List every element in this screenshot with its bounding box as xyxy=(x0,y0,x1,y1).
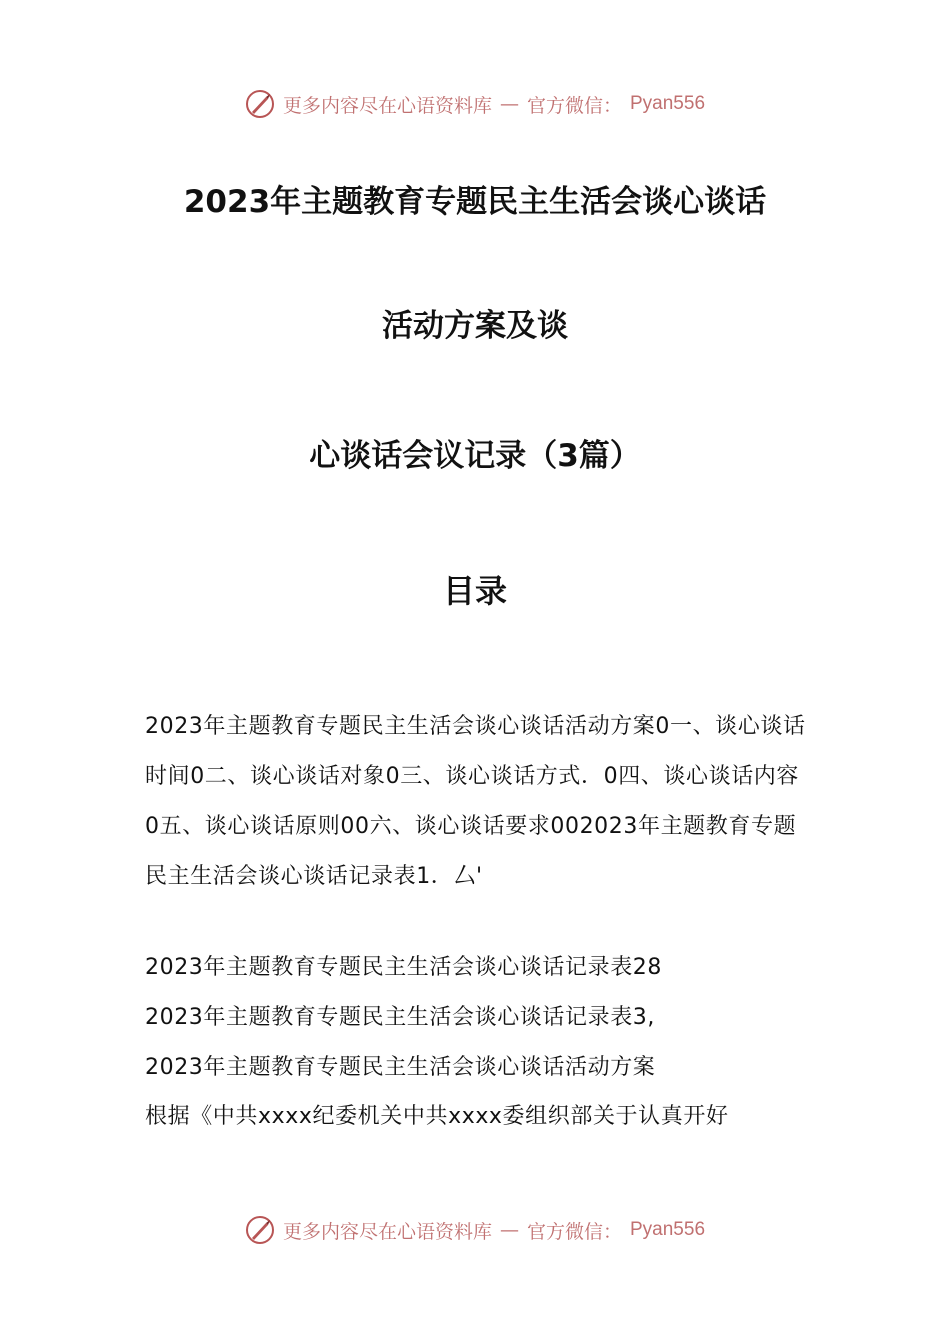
watermark-separator: — xyxy=(499,93,519,115)
header-watermark xyxy=(0,86,950,122)
document-title-line-3: 心谈话会议记录（3篇） xyxy=(309,438,641,474)
watermark-text: 更多内容尽在心语资料库 xyxy=(282,1220,492,1243)
toc-entry-record-3: 2023年主题教育专题民主生活会谈心谈话记录表3, xyxy=(145,1005,655,1030)
toc-entry-record-2: 2023年主题教育专题民主生活会谈心谈话记录表28 xyxy=(145,955,662,980)
document-title-line-2: 活动方案及谈 xyxy=(382,308,568,344)
body-text-start: 根据《中共xxxx纪委机关中共xxxx委组织部关于认真开好 xyxy=(145,1104,729,1129)
quill-pen-icon xyxy=(245,89,275,119)
section-heading-plan: 2023年主题教育专题民主生活会谈心谈话活动方案 xyxy=(145,1055,656,1080)
watermark-separator: — xyxy=(499,1219,519,1241)
watermark-text: 更多内容尽在心语资料库 xyxy=(282,94,492,117)
watermark-account: Pyan556 xyxy=(630,93,706,114)
toc-heading: 目录 xyxy=(442,572,507,610)
watermark-account: Pyan556 xyxy=(630,1219,706,1240)
watermark-label: 官方微信： xyxy=(526,1220,622,1243)
toc-paragraph: 2023年主题教育专题民主生活会谈心谈话活动方案0一、谈心谈话时间0二、谈心谈话对象0三、谈心谈话方式．0四、谈心谈话内容0五、谈心谈话原则00六、谈心谈话要求002023年主题教育专题民主生活会谈心谈话记录表1．厶' xyxy=(145,714,806,889)
footer-watermark xyxy=(0,1212,950,1248)
quill-pen-icon xyxy=(245,1215,275,1245)
document-title-line-1: 2023年主题教育专题民主生活会谈心谈话 xyxy=(183,184,767,220)
watermark-label: 官方微信： xyxy=(526,94,622,117)
